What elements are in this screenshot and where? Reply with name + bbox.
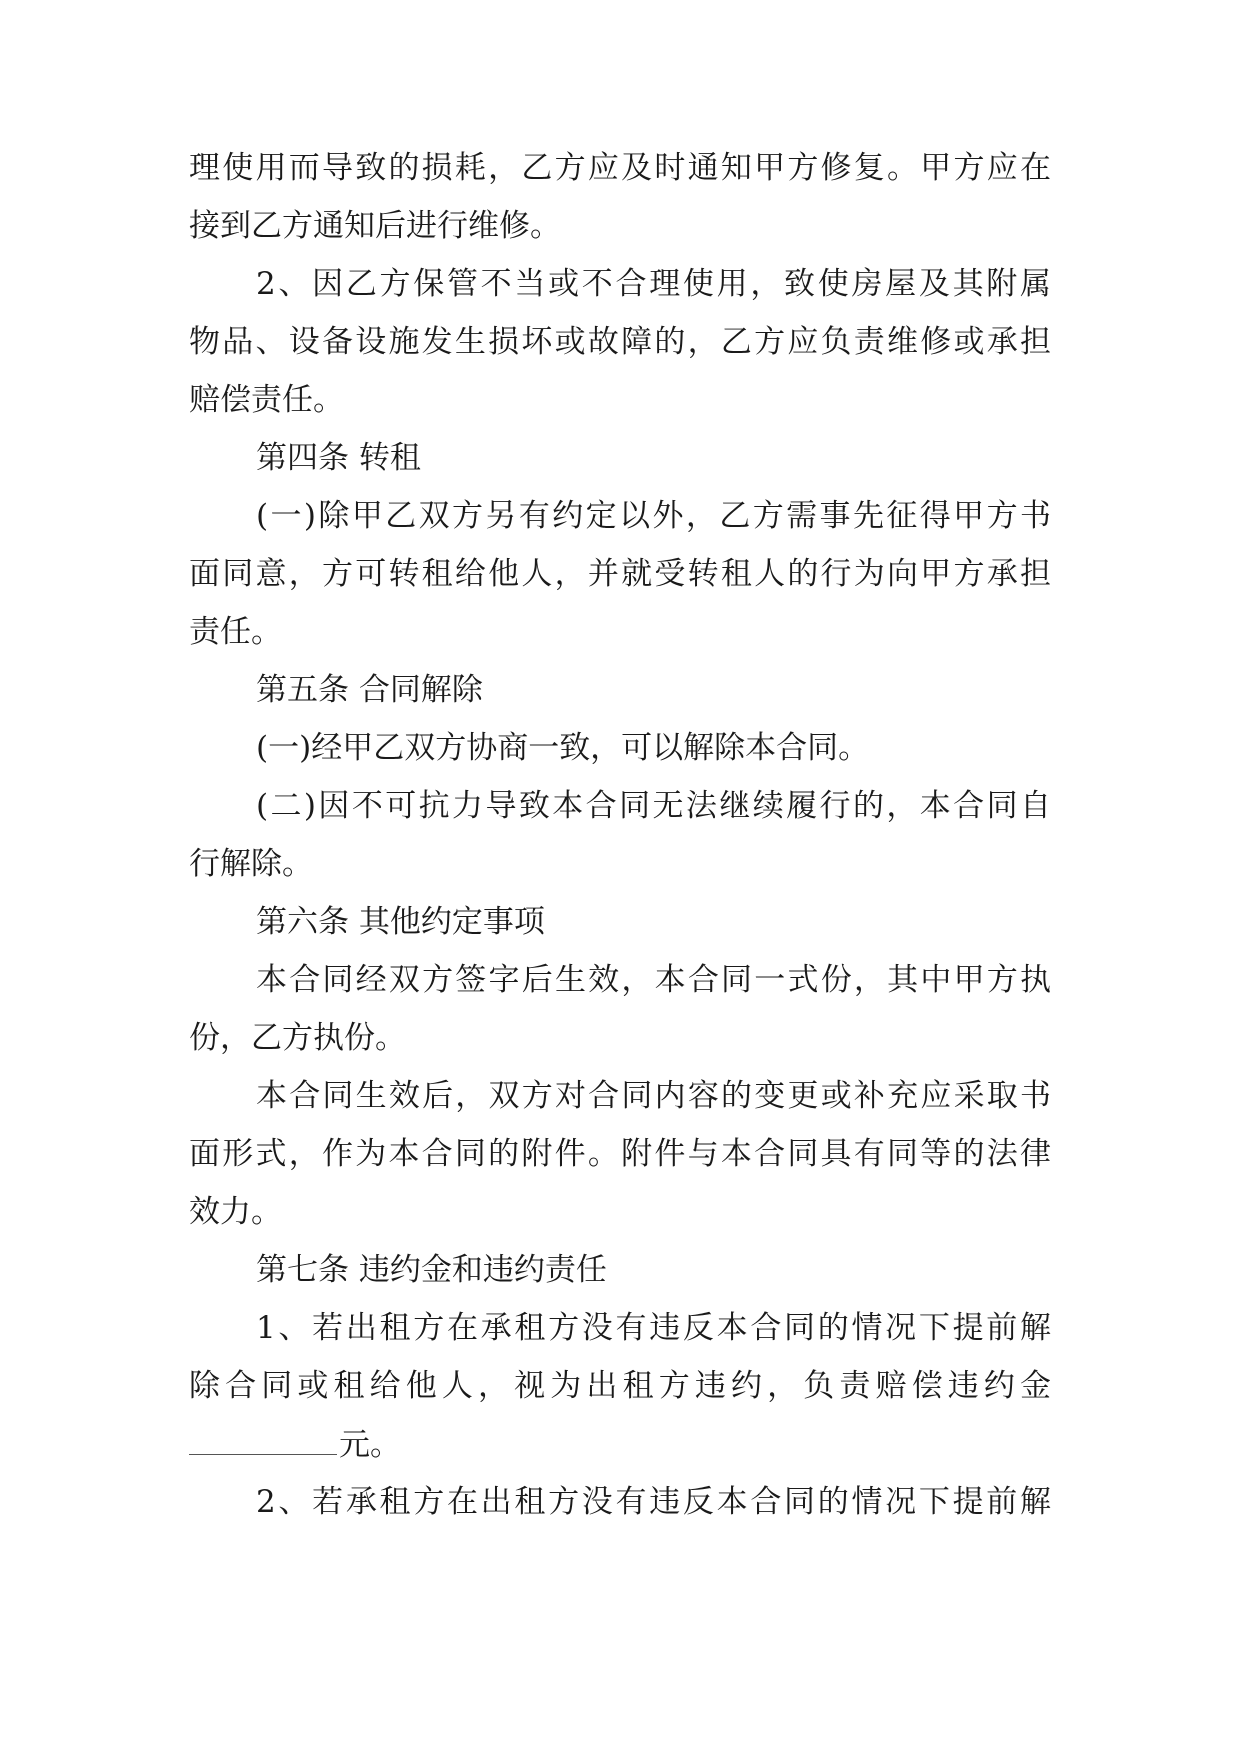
text-line: (二)因不可抗力导致本合同无法继续履行的，本合同自	[256, 788, 1051, 824]
text-line: 2、因乙方保管不当或不合理使用，致使房屋及其附属	[256, 266, 1051, 302]
section-heading: 第四条 转租	[256, 440, 421, 476]
text-line: 1、若出租方在承租方没有违反本合同的情况下提前解	[256, 1310, 1051, 1346]
text-line-with-blank	[189, 1424, 1051, 1464]
text-line: 理使用而导致的损耗，乙方应及时通知甲方修复。甲方应在	[189, 150, 1051, 186]
text-line: 行解除。	[189, 846, 313, 882]
section-heading: 第六条 其他约定事项	[256, 904, 545, 940]
text-line: 面同意，方可转租给他人，并就受转租人的行为向甲方承担	[189, 556, 1051, 592]
text-line: 除合同或租给他人，视为出租方违约，负责赔偿违约金	[189, 1368, 1051, 1404]
text-line: 2、若承租方在出租方没有违反本合同的情况下提前解	[256, 1484, 1051, 1520]
text-line: 面形式，作为本合同的附件。附件与本合同具有同等的法律	[189, 1136, 1051, 1172]
text-line: (一)除甲乙双方另有约定以外，乙方需事先征得甲方书	[256, 498, 1051, 534]
fill-in-blank	[189, 1424, 337, 1455]
text-line: 接到乙方通知后进行维修。	[189, 208, 561, 244]
text-line: 本合同生效后，双方对合同内容的变更或补充应采取书	[256, 1078, 1051, 1114]
text-line: 责任。	[189, 614, 282, 650]
section-heading: 第七条 违约金和违约责任	[256, 1252, 607, 1288]
text-line: 效力。	[189, 1194, 282, 1230]
text-line: 物品、设备设施发生损坏或故障的，乙方应负责维修或承担	[189, 324, 1051, 360]
section-heading: 第五条 合同解除	[256, 672, 483, 708]
text-line: (一)经甲乙双方协商一致，可以解除本合同。	[256, 730, 870, 766]
text-line: 份，乙方执份。	[189, 1020, 406, 1056]
text-line: 元。	[339, 1427, 401, 1463]
text-line: 本合同经双方签字后生效，本合同一式份，其中甲方执	[256, 962, 1051, 998]
text-line: 赔偿责任。	[189, 382, 344, 418]
